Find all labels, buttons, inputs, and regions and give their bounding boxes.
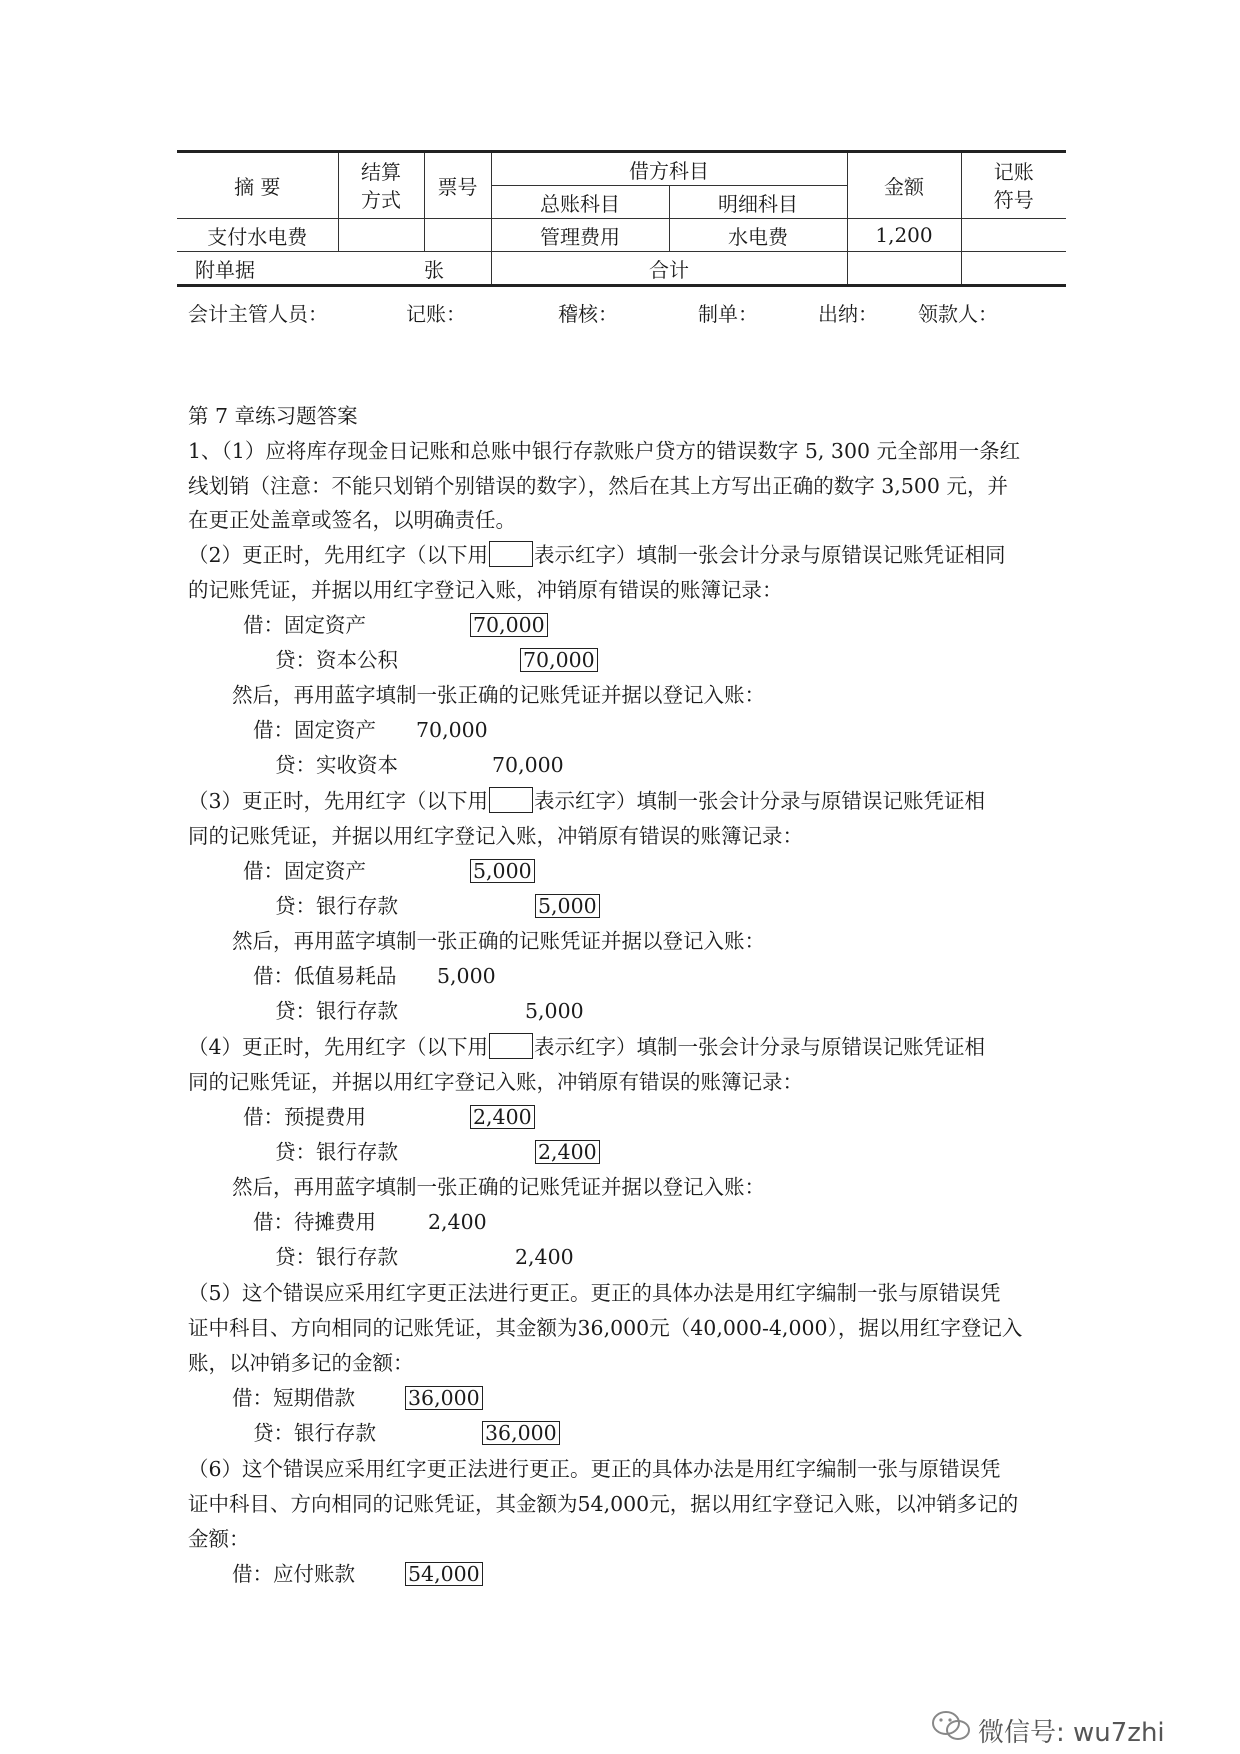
p5-credit-label: 贷：银行存款 <box>253 1421 376 1445</box>
p6-line3: 金额： <box>188 1527 250 1551</box>
p2-debit-label: 借：固定资产 <box>243 613 366 637</box>
p2-credit2-amount: 70,000 <box>492 753 564 777</box>
p4-line1b: 表示红字）填制一张会计分录与原错误记账凭证相 <box>534 1035 986 1059</box>
p3-credit2-label: 贷：银行存款 <box>275 999 398 1023</box>
p4-debit2-amount: 2,400 <box>428 1210 487 1234</box>
row-detail: 水电费 <box>669 219 847 252</box>
p4-debit2-label: 借：待摊费用 <box>253 1210 376 1234</box>
p6-debit-amount: 54,000 <box>405 1560 483 1588</box>
p4-credit-amount: 2,400 <box>535 1138 600 1166</box>
p1-line1: 1、（1）应将库存现金日记账和总账中银行存款账户贷方的错误数字 5, 300 元全部用一条红 <box>188 439 1021 463</box>
p3-line2: 同的记账凭证，并据以用红字登记入账，冲销原有错误的账簿记录： <box>188 824 803 848</box>
p2-credit2-label: 贷：实收资本 <box>275 753 398 777</box>
p2-line1b: 表示红字）填制一张会计分录与原错误记账凭证相同 <box>534 543 1006 567</box>
header-post <box>961 152 1066 219</box>
header-settle-2: 方式 <box>361 187 401 212</box>
header-ticket: 票号 <box>424 152 491 219</box>
p2-credit-label: 贷：资本公积 <box>275 648 398 672</box>
header-post-2: 符号 <box>993 187 1034 212</box>
header-debit-account: 借方科目 <box>491 152 847 186</box>
p3-credit-amount: 5,000 <box>535 892 600 920</box>
p1-line2: 线划销（注意：不能只划销个别错误的数字），然后在其上方写出正确的数字 3,500 元，并 <box>188 474 1008 498</box>
p6-line1: （6）这个错误应采用红字更正法进行更正。更正的具体办法是用红字编制一张与原错误凭 <box>188 1457 1001 1481</box>
p4-debit-amount: 2,400 <box>470 1103 535 1131</box>
p4-line1 <box>188 1033 985 1061</box>
p3-line1 <box>188 787 985 815</box>
chapter-title: 第 7 章练习题答案 <box>188 404 358 428</box>
sign-recipient: 领款人： <box>918 302 998 326</box>
watermark-text: 微信号: wu7zhi <box>978 1718 1165 1748</box>
p3-then: 然后，再用蓝字填制一张正确的记账凭证并据以登记入账： <box>232 929 765 953</box>
p5-line2: 证中科目、方向相同的记账凭证，其金额为36,000元（40,000-4,000），据以用红字登记入 <box>188 1316 1023 1340</box>
row-general: 管理费用 <box>491 219 669 252</box>
red-marker-box <box>489 541 533 567</box>
footer-total: 合计 <box>491 252 847 286</box>
sign-cashier: 出纳： <box>818 302 878 326</box>
sign-supervisor: 会计主管人员： <box>188 302 328 326</box>
header-post-1: 记账 <box>993 159 1034 184</box>
p2-debit2-label: 借：固定资产 <box>253 718 376 742</box>
p5-debit-amount: 36,000 <box>405 1384 483 1412</box>
p5-debit-label: 借：短期借款 <box>232 1386 355 1410</box>
p6-line2: 证中科目、方向相同的记账凭证，其金额为54,000元，据以用红字登记入账，以冲销多记的 <box>188 1492 1019 1516</box>
p3-debit2-amount: 5,000 <box>437 964 496 988</box>
footer-sheets: 张 <box>424 252 491 286</box>
p3-debit2-label: 借：低值易耗品 <box>253 964 397 988</box>
sign-bookkeeper: 记账： <box>406 302 466 326</box>
p4-credit2-label: 贷：银行存款 <box>275 1245 398 1269</box>
voucher-table <box>177 150 1066 287</box>
p1-line3: 在更正处盖章或签名，以明确责任。 <box>188 508 516 532</box>
p2-debit2-amount: 70,000 <box>416 718 488 742</box>
p3-credit-label: 贷：银行存款 <box>275 894 398 918</box>
p4-line1a: （4）更正时，先用红字（以下用 <box>188 1035 489 1059</box>
p2-then: 然后，再用蓝字填制一张正确的记账凭证并据以登记入账： <box>232 683 765 707</box>
header-amount: 金额 <box>847 152 961 219</box>
wechat-icon <box>930 1708 974 1744</box>
p3-debit-amount: 5,000 <box>470 857 535 885</box>
header-settle <box>338 152 424 219</box>
red-marker-box <box>489 787 533 813</box>
header-general-ledger: 总账科目 <box>491 186 669 219</box>
sign-preparer: 制单： <box>698 302 758 326</box>
p2-line1 <box>188 541 1006 569</box>
header-summary: 摘 要 <box>177 152 338 219</box>
p3-line1b: 表示红字）填制一张会计分录与原错误记账凭证相 <box>534 789 986 813</box>
p5-line3: 账，以冲销多记的金额： <box>188 1351 414 1375</box>
row-summary: 支付水电费 <box>177 219 338 252</box>
p4-debit-label: 借：预提费用 <box>243 1105 366 1129</box>
p2-credit-amount: 70,000 <box>520 646 598 674</box>
p3-debit-label: 借：固定资产 <box>243 859 366 883</box>
footer-attached: 附单据 <box>177 252 338 286</box>
p4-line2: 同的记账凭证，并据以用红字登记入账，冲销原有错误的账簿记录： <box>188 1070 803 1094</box>
sign-auditor: 稽核： <box>558 302 618 326</box>
p4-credit-label: 贷：银行存款 <box>275 1140 398 1164</box>
p2-line1a: （2）更正时，先用红字（以下用 <box>188 543 489 567</box>
p3-credit2-amount: 5,000 <box>525 999 584 1023</box>
row-amount: 1,200 <box>847 219 961 252</box>
table-row <box>177 219 1066 252</box>
header-detail-ledger: 明细科目 <box>669 186 847 219</box>
p5-line1: （5）这个错误应采用红字更正法进行更正。更正的具体办法是用红字编制一张与原错误凭 <box>188 1281 1001 1305</box>
header-settle-1: 结算 <box>361 159 401 184</box>
p4-then: 然后，再用蓝字填制一张正确的记账凭证并据以登记入账： <box>232 1175 765 1199</box>
p5-credit-amount: 36,000 <box>482 1419 560 1447</box>
p4-credit2-amount: 2,400 <box>515 1245 574 1269</box>
p6-debit-label: 借：应付账款 <box>232 1562 355 1586</box>
p2-debit-amount: 70,000 <box>470 611 548 639</box>
p2-line2: 的记账凭证，并据以用红字登记入账，冲销原有错误的账簿记录： <box>188 578 783 602</box>
p3-line1a: （3）更正时，先用红字（以下用 <box>188 789 489 813</box>
red-marker-box <box>489 1033 533 1059</box>
